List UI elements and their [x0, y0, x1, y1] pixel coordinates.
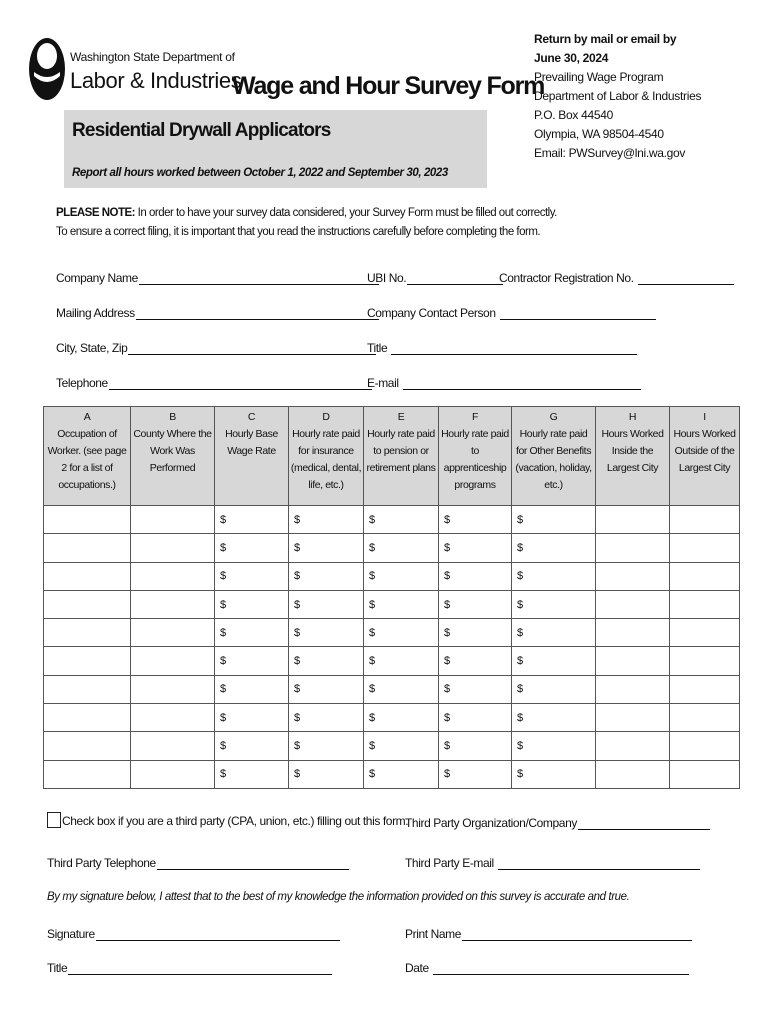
column-letter: F [471, 411, 478, 423]
logo-department-text: Washington State Department of [70, 50, 235, 64]
cell-a[interactable] [44, 647, 131, 675]
contact-person-line[interactable] [500, 307, 656, 320]
signature-label: Signature [47, 927, 95, 941]
please-note [56, 204, 557, 242]
print-name-field[interactable] [405, 927, 692, 941]
column-description: Hourly rate paid for Other Benefits (vacation, holiday, etc.) [515, 428, 592, 491]
table-row [44, 506, 740, 534]
email-line[interactable] [403, 377, 641, 390]
column-description: Hourly rate paid for insurance (medical, dental, life, etc.) [290, 428, 362, 491]
cell-g[interactable]: $ [512, 732, 596, 760]
cell-c[interactable]: $ [215, 675, 289, 703]
cell-c[interactable]: $ [215, 704, 289, 732]
table-row [44, 534, 740, 562]
cell-d[interactable]: $ [289, 562, 364, 590]
signature-field[interactable] [47, 927, 340, 941]
cell-d[interactable]: $ [289, 619, 364, 647]
cell-g[interactable]: $ [512, 562, 596, 590]
column-letter: E [397, 411, 405, 423]
cell-d[interactable]: $ [289, 732, 364, 760]
attestation-text: By my signature below, I attest that to the best of my knowledge the information provided on this survey is accurate and true. [47, 891, 630, 903]
column-description: Hours Worked Inside the Largest City [601, 428, 664, 474]
cell-i[interactable] [670, 506, 740, 534]
cell-h[interactable] [596, 732, 670, 760]
email-label: E-mail [367, 376, 399, 390]
column-letter: G [549, 411, 558, 423]
cell-i[interactable] [670, 675, 740, 703]
contact-title-label: Title [367, 341, 388, 355]
column-description: Occupation of Worker. (see page 2 for a list of occupations.) [47, 428, 127, 491]
column-description: County Where the Work Was Performed [133, 428, 212, 474]
cell-g[interactable]: $ [512, 590, 596, 618]
cell-b[interactable] [131, 760, 215, 788]
third-party-email-label: Third Party E-mail [405, 856, 494, 870]
cell-a[interactable] [44, 562, 131, 590]
cell-d[interactable]: $ [289, 534, 364, 562]
cell-d[interactable]: $ [289, 760, 364, 788]
table-row [44, 760, 740, 788]
cell-i[interactable] [670, 619, 740, 647]
cell-h[interactable] [596, 562, 670, 590]
column-header-a [44, 407, 131, 506]
cell-f[interactable]: $ [439, 534, 512, 562]
column-description: Hours Worked Outside of the Largest City [673, 428, 736, 474]
cell-a[interactable] [44, 619, 131, 647]
signature-line[interactable] [96, 928, 340, 941]
cell-c[interactable]: $ [215, 760, 289, 788]
telephone-line[interactable] [109, 377, 372, 390]
cell-g[interactable]: $ [512, 619, 596, 647]
third-party-org-field[interactable] [405, 816, 710, 830]
form-title: Wage and Hour Survey Form [232, 72, 545, 100]
cell-h[interactable] [596, 619, 670, 647]
ubi-field[interactable] [367, 271, 503, 285]
cell-b[interactable] [131, 704, 215, 732]
cell-i[interactable] [670, 534, 740, 562]
cell-c[interactable]: $ [215, 619, 289, 647]
cell-a[interactable] [44, 675, 131, 703]
cell-d[interactable]: $ [289, 647, 364, 675]
cell-c[interactable]: $ [215, 732, 289, 760]
cell-g[interactable]: $ [512, 675, 596, 703]
column-letter: I [703, 411, 706, 423]
cell-h[interactable] [596, 647, 670, 675]
table-row [44, 562, 740, 590]
cell-b[interactable] [131, 619, 215, 647]
cell-f[interactable]: $ [439, 732, 512, 760]
contractor-registration-line[interactable] [638, 272, 734, 285]
contact-person-field[interactable] [367, 306, 656, 320]
trade-title: Residential Drywall Applicators [72, 120, 331, 141]
cell-f[interactable]: $ [439, 760, 512, 788]
date-field[interactable] [405, 961, 689, 975]
column-header-b [131, 407, 215, 506]
cell-d[interactable]: $ [289, 675, 364, 703]
city-state-zip-field[interactable] [56, 341, 376, 355]
cell-f[interactable]: $ [439, 619, 512, 647]
company-name-line[interactable] [139, 272, 379, 285]
cell-i[interactable] [670, 647, 740, 675]
cell-f[interactable]: $ [439, 675, 512, 703]
column-letter: C [247, 411, 256, 423]
column-description: Hourly rate paid to pension or retirement plans [366, 428, 436, 474]
cell-h[interactable] [596, 590, 670, 618]
table-row [44, 675, 740, 703]
signer-title-field[interactable] [47, 961, 332, 975]
cell-a[interactable] [44, 590, 131, 618]
company-name-label: Company Name [56, 271, 138, 285]
cell-h[interactable] [596, 534, 670, 562]
cell-i[interactable] [670, 760, 740, 788]
cell-b[interactable] [131, 675, 215, 703]
return-city: Olympia, WA 98504-4540 [534, 127, 664, 141]
cell-b[interactable] [131, 562, 215, 590]
cell-b[interactable] [131, 732, 215, 760]
column-header-g [512, 407, 596, 506]
lni-logo-icon [28, 36, 68, 104]
third-party-org-line[interactable] [578, 817, 710, 830]
cell-e[interactable]: $ [364, 704, 439, 732]
date-label: Date [405, 961, 429, 975]
third-party-checkbox-row[interactable] [47, 812, 408, 828]
cell-e[interactable]: $ [364, 760, 439, 788]
cell-f[interactable]: $ [439, 704, 512, 732]
third-party-email-field[interactable] [405, 856, 700, 870]
cell-i[interactable] [670, 590, 740, 618]
table-body [44, 506, 740, 789]
logo-agency-name: Labor & Industries [70, 68, 242, 93]
company-name-field[interactable] [56, 271, 379, 285]
contact-title-field[interactable] [367, 341, 637, 355]
cell-f[interactable]: $ [439, 506, 512, 534]
contractor-registration-label: Contractor Registration No. [499, 271, 634, 285]
cell-h[interactable] [596, 675, 670, 703]
cell-c[interactable]: $ [215, 647, 289, 675]
print-name-label: Print Name [405, 927, 462, 941]
return-email: Email: PWSurvey@lni.wa.gov [534, 146, 686, 160]
third-party-telephone-label: Third Party Telephone [47, 856, 156, 870]
telephone-field[interactable] [56, 376, 372, 390]
email-field[interactable] [367, 376, 641, 390]
contact-title-line[interactable] [391, 342, 637, 355]
cell-d[interactable]: $ [289, 590, 364, 618]
third-party-telephone-field[interactable] [47, 856, 349, 870]
cell-g[interactable]: $ [512, 760, 596, 788]
cell-e[interactable]: $ [364, 506, 439, 534]
cell-b[interactable] [131, 647, 215, 675]
cell-a[interactable] [44, 732, 131, 760]
return-deadline-date: June 30, 2024 [534, 51, 609, 65]
date-line[interactable] [433, 962, 689, 975]
cell-i[interactable] [670, 704, 740, 732]
return-department: Department of Labor & Industries [534, 89, 702, 103]
cell-a[interactable] [44, 760, 131, 788]
cell-g[interactable]: $ [512, 704, 596, 732]
cell-e[interactable]: $ [364, 534, 439, 562]
cell-b[interactable] [131, 506, 215, 534]
return-program: Prevailing Wage Program [534, 70, 664, 84]
column-header-e [364, 407, 439, 506]
column-header-f [439, 407, 512, 506]
cell-a[interactable] [44, 534, 131, 562]
note-text-1: In order to have your survey data considered, your Survey Form must be filled out correctly. [134, 207, 557, 219]
print-name-line[interactable] [462, 928, 692, 941]
ubi-label: UBI No. [367, 271, 407, 285]
cell-e[interactable]: $ [364, 732, 439, 760]
note-label: PLEASE NOTE: [56, 207, 135, 219]
reporting-period: Report all hours worked between October 1, 2022 and September 30, 2023 [72, 167, 448, 179]
telephone-label: Telephone [56, 376, 108, 390]
return-info [534, 30, 754, 163]
table-row [44, 590, 740, 618]
cell-h[interactable] [596, 704, 670, 732]
cell-g[interactable]: $ [512, 647, 596, 675]
cell-c[interactable]: $ [215, 534, 289, 562]
column-header-h [596, 407, 670, 506]
third-party-checkbox[interactable] [47, 812, 61, 828]
mailing-address-field[interactable] [56, 306, 379, 320]
wage-survey-table [43, 406, 740, 789]
column-header-i [670, 407, 740, 506]
return-deadline-label: Return by mail or email by [534, 32, 677, 46]
cell-a[interactable] [44, 704, 131, 732]
cell-f[interactable]: $ [439, 647, 512, 675]
third-party-org-label: Third Party Organization/Company [405, 816, 577, 830]
column-description: Hourly Base Wage Rate [225, 428, 278, 457]
cell-e[interactable]: $ [364, 562, 439, 590]
city-state-zip-line[interactable] [128, 342, 376, 355]
mailing-address-label: Mailing Address [56, 306, 135, 320]
table-row [44, 732, 740, 760]
cell-a[interactable] [44, 506, 131, 534]
table-header-row [44, 407, 740, 506]
table-row [44, 647, 740, 675]
cell-c[interactable]: $ [215, 506, 289, 534]
cell-e[interactable]: $ [364, 590, 439, 618]
cell-e[interactable]: $ [364, 675, 439, 703]
column-letter: D [322, 411, 330, 423]
column-letter: H [628, 411, 637, 423]
column-letter: A [83, 411, 91, 423]
cell-e[interactable]: $ [364, 647, 439, 675]
cell-d[interactable]: $ [289, 704, 364, 732]
column-header-c [215, 407, 289, 506]
cell-e[interactable]: $ [364, 619, 439, 647]
cell-d[interactable]: $ [289, 506, 364, 534]
column-letter: B [169, 411, 176, 423]
cell-c[interactable]: $ [215, 562, 289, 590]
cell-b[interactable] [131, 534, 215, 562]
cell-h[interactable] [596, 506, 670, 534]
cell-i[interactable] [670, 562, 740, 590]
cell-i[interactable] [670, 732, 740, 760]
contractor-registration-field[interactable] [499, 271, 734, 285]
third-party-telephone-line[interactable] [157, 857, 349, 870]
signer-title-label: Title [47, 961, 68, 975]
cell-f[interactable]: $ [439, 590, 512, 618]
cell-g[interactable]: $ [512, 506, 596, 534]
contact-person-label: Company Contact Person [367, 306, 496, 320]
table-row [44, 704, 740, 732]
cell-b[interactable] [131, 590, 215, 618]
third-party-email-line[interactable] [498, 857, 700, 870]
cell-h[interactable] [596, 760, 670, 788]
return-po-box: P.O. Box 44540 [534, 108, 613, 122]
ubi-line[interactable] [407, 272, 503, 285]
cell-c[interactable]: $ [215, 590, 289, 618]
cell-g[interactable]: $ [512, 534, 596, 562]
column-header-d [289, 407, 364, 506]
column-description: Hourly rate paid to apprenticeship programs [441, 428, 509, 491]
third-party-checkbox-label: Check box if you are a third party (CPA, union, etc.) filling out this form. [62, 814, 409, 828]
signer-title-line[interactable] [68, 962, 332, 975]
cell-f[interactable]: $ [439, 562, 512, 590]
note-text-2: To ensure a correct filing, it is important that you read the instructions carefully before completing the form. [56, 226, 541, 238]
mailing-address-line[interactable] [136, 307, 379, 320]
city-state-zip-label: City, State, Zip [56, 341, 128, 355]
table-row [44, 619, 740, 647]
